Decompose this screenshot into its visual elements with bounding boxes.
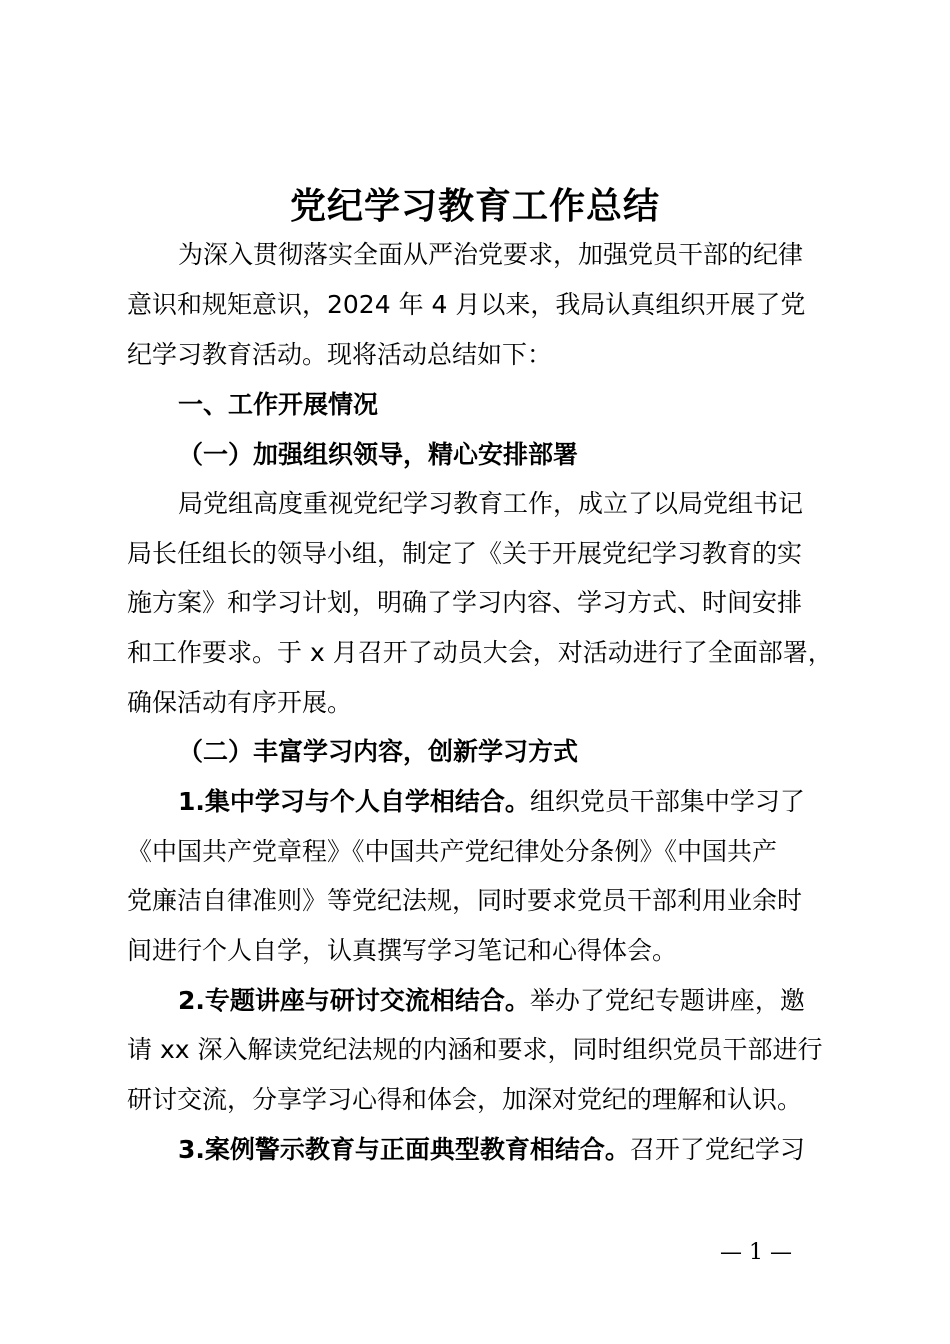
- paragraph-line: 研讨交流，分享学习心得和体会，加深对党纪的理解和认识。: [127, 1085, 803, 1114]
- paragraph-line: 意识和规矩意识，2024 年 4 月以来，我局认真组织开展了党: [127, 290, 806, 319]
- paragraph-line: 纪学习教育活动。现将活动总结如下：: [127, 340, 553, 369]
- subsection-heading: （二）丰富学习内容，创新学习方式: [178, 737, 579, 766]
- item-text: 组织党员干部集中学习了: [529, 787, 805, 816]
- paragraph-line: [178, 984, 805, 1018]
- paragraph-line: 请 xx 深入解读党纪法规的内涵和要求，同时组织党员干部进行: [127, 1035, 823, 1064]
- subsection-heading: （一）加强组织领导，精心安排部署: [178, 440, 579, 469]
- item-text: 举办了党纪专题讲座，邀: [529, 986, 805, 1015]
- paragraph-line: 局党组高度重视党纪学习教育工作，成立了以局党组书记: [178, 489, 804, 518]
- item-lead: 3.案例警示教育与正面典型教育相结合。: [178, 1135, 630, 1164]
- paragraph-line: 确保活动有序开展。: [127, 688, 353, 717]
- document-title: 党纪学习教育工作总结: [289, 185, 660, 227]
- paragraph-line: 间进行个人自学，认真撰写学习笔记和心得体会。: [127, 936, 678, 965]
- item-text: 召开了党纪学习: [629, 1135, 805, 1164]
- section-heading: 一、工作开展情况: [178, 390, 379, 419]
- paragraph-line: 《中国共产党章程》《中国共产党纪律处分条例》《中国共产: [127, 837, 778, 866]
- paragraph-line: 局长任组长的领导小组，制定了《关于开展党纪学习教育的实: [127, 539, 803, 568]
- paragraph-line: 党廉洁自律准则》等党纪法规，同时要求党员干部利用业余时: [127, 886, 803, 915]
- item-lead: 1.集中学习与个人自学相结合。: [178, 787, 530, 816]
- paragraph-line: [178, 785, 805, 819]
- page-number: — 1 —: [720, 1240, 792, 1265]
- paragraph-line: 和工作要求。于 x 月召开了动员大会，对活动进行了全面部署，: [127, 638, 833, 667]
- paragraph-line: 为深入贯彻落实全面从严治党要求，加强党员干部的纪律: [178, 240, 804, 269]
- paragraph-line: [178, 1133, 805, 1167]
- item-lead: 2.专题讲座与研讨交流相结合。: [178, 986, 530, 1015]
- paragraph-line: 施方案》和学习计划，明确了学习内容、学习方式、时间安排: [127, 588, 803, 617]
